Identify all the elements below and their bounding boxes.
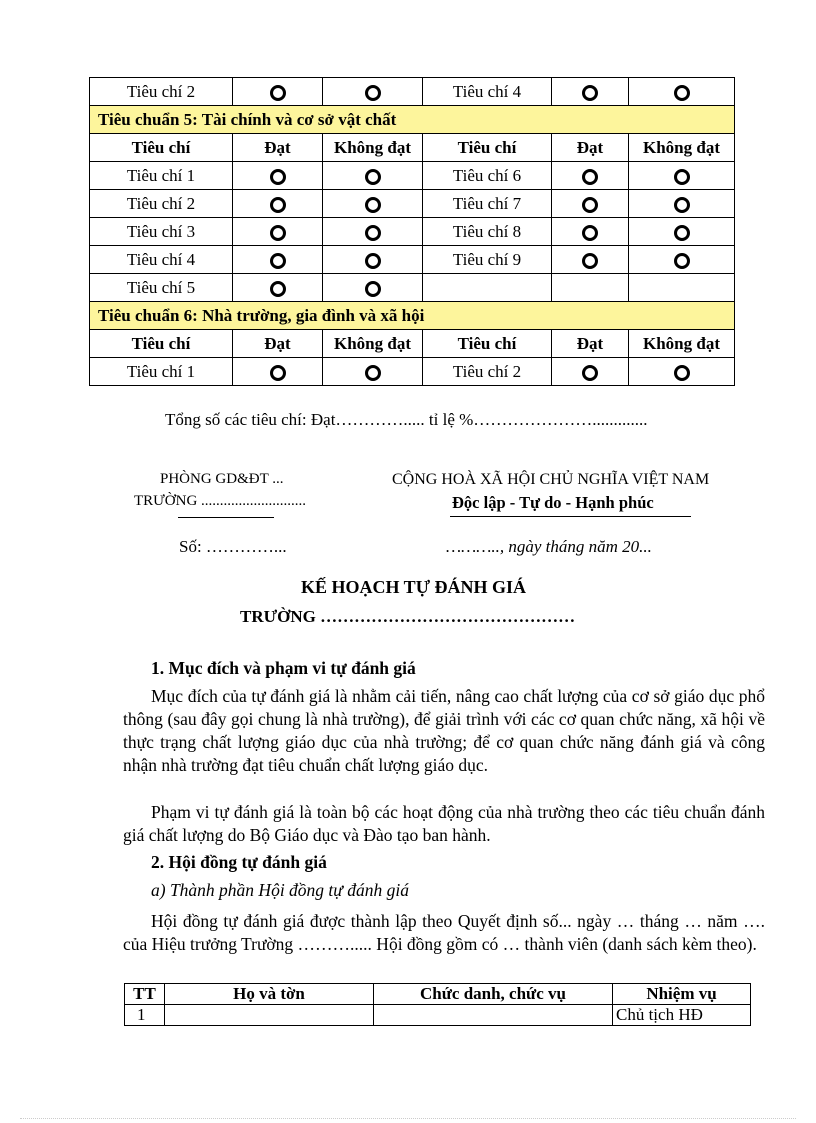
col-header: Tiêu chí: [423, 134, 552, 162]
standard-title: Tiêu chuẩn 6: Nhà trường, gia đình và xã hội: [90, 302, 735, 330]
member-position: [374, 1005, 613, 1026]
page-boundary: [20, 1118, 796, 1119]
divider: [178, 517, 274, 518]
radio-circle-icon[interactable]: [365, 253, 381, 269]
criterion-label: Tiêu chí 4: [423, 78, 552, 106]
col-header: Đạt: [552, 134, 629, 162]
col-header: Họ và tờn: [165, 984, 374, 1005]
radio-circle-icon[interactable]: [674, 253, 690, 269]
pass-radio[interactable]: [552, 218, 629, 246]
pass-radio[interactable]: [233, 190, 323, 218]
fail-radio[interactable]: [629, 218, 735, 246]
radio-circle-icon[interactable]: [365, 365, 381, 381]
col-header: Tiêu chí: [423, 330, 552, 358]
page-subtitle: TRƯỜNG ………………………………………: [240, 607, 576, 626]
table-row: [90, 218, 735, 246]
fail-radio[interactable]: [323, 358, 423, 386]
empty-cell: [423, 274, 552, 302]
pass-radio[interactable]: [233, 358, 323, 386]
header-row: [125, 984, 751, 1005]
table-row: [90, 358, 735, 386]
table-row: [90, 190, 735, 218]
radio-circle-icon[interactable]: [270, 225, 286, 241]
col-header: Nhiệm vụ: [613, 984, 751, 1005]
dept-name: PHÒNG GD&ĐT ...: [160, 471, 284, 487]
radio-circle-icon[interactable]: [582, 85, 598, 101]
pass-radio[interactable]: [552, 162, 629, 190]
radio-circle-icon[interactable]: [270, 169, 286, 185]
country-name: CỘNG HOÀ XÃ HỘI CHỦ NGHĨA VIỆT NAM: [392, 471, 710, 488]
fail-radio[interactable]: [629, 246, 735, 274]
section-heading: 2. Hội đồng tự đánh giá: [151, 852, 327, 872]
radio-circle-icon[interactable]: [582, 169, 598, 185]
standard-6-title-row: [90, 302, 735, 330]
radio-circle-icon[interactable]: [582, 253, 598, 269]
col-header: Không đạt: [323, 330, 423, 358]
criterion-label: Tiêu chí 2: [423, 358, 552, 386]
radio-circle-icon[interactable]: [674, 365, 690, 381]
paragraph: Phạm vi tự đánh giá là toàn bộ các hoạt động của nhà trường theo các tiêu chuẩn đánh giá chất lượng do Bộ Giáo dục và Đào tạo ban hành.: [123, 802, 765, 845]
school-name: TRƯỜNG ............................: [134, 493, 307, 509]
subsection-heading: a) Thành phần Hội đồng tự đánh giá: [151, 880, 409, 900]
fail-radio[interactable]: [323, 246, 423, 274]
radio-circle-icon[interactable]: [674, 225, 690, 241]
col-header: Đạt: [233, 134, 323, 162]
col-header: Không đạt: [629, 134, 735, 162]
table-row: [90, 274, 735, 302]
pass-radio[interactable]: [233, 246, 323, 274]
col-header: Đạt: [233, 330, 323, 358]
fail-radio[interactable]: [629, 162, 735, 190]
col-header: Chức danh, chức vụ: [374, 984, 613, 1005]
member-duty: Chủ tịch HĐ: [613, 1005, 751, 1026]
col-header: TT: [125, 984, 165, 1005]
header-row: [90, 134, 735, 162]
col-header: Không đạt: [629, 330, 735, 358]
fail-radio[interactable]: [323, 218, 423, 246]
pass-radio[interactable]: [552, 358, 629, 386]
criterion-label: Tiêu chí 9: [423, 246, 552, 274]
radio-circle-icon[interactable]: [270, 365, 286, 381]
page-title: KẾ HOẠCH TỰ ĐÁNH GIÁ: [301, 577, 527, 597]
pass-radio[interactable]: [233, 274, 323, 302]
row-number: 1: [125, 1005, 165, 1026]
divider: [450, 516, 691, 517]
motto: Độc lập - Tự do - Hạnh phúc: [452, 493, 654, 512]
criteria-table: [89, 77, 735, 386]
radio-circle-icon[interactable]: [270, 281, 286, 297]
radio-circle-icon[interactable]: [270, 85, 286, 101]
summary-line: Tổng số các tiêu chí: Đạt…………..... tỉ lệ %………………….............: [165, 410, 648, 429]
criterion-label: Tiêu chí 4: [90, 246, 233, 274]
criterion-label: Tiêu chí 6: [423, 162, 552, 190]
radio-circle-icon[interactable]: [365, 197, 381, 213]
document-date: ……….., ngày tháng năm 20...: [446, 537, 652, 556]
pass-radio[interactable]: [552, 190, 629, 218]
col-header: Không đạt: [323, 134, 423, 162]
empty-cell: [629, 274, 735, 302]
radio-circle-icon[interactable]: [365, 281, 381, 297]
criterion-label: Tiêu chí 3: [90, 218, 233, 246]
criterion-label: Tiêu chí 2: [90, 190, 233, 218]
radio-circle-icon[interactable]: [365, 169, 381, 185]
section-heading: 1. Mục đích và phạm vi tự đánh giá: [151, 658, 416, 678]
radio-circle-icon[interactable]: [582, 365, 598, 381]
table-row: [90, 246, 735, 274]
pass-radio[interactable]: [552, 78, 629, 106]
radio-circle-icon[interactable]: [270, 253, 286, 269]
fail-radio[interactable]: [323, 78, 423, 106]
radio-circle-icon[interactable]: [270, 197, 286, 213]
fail-radio[interactable]: [323, 274, 423, 302]
criterion-label: Tiêu chí 2: [90, 78, 233, 106]
radio-circle-icon[interactable]: [582, 225, 598, 241]
members-table: [124, 983, 751, 1026]
criterion-label: Tiêu chí 7: [423, 190, 552, 218]
col-header: Tiêu chí: [90, 330, 233, 358]
fail-radio[interactable]: [629, 190, 735, 218]
table-row: [125, 1005, 751, 1026]
pass-radio[interactable]: [233, 162, 323, 190]
empty-cell: [552, 274, 629, 302]
paragraph: Mục đích của tự đánh giá là nhằm cải tiến, nâng cao chất lượng của cơ sở giáo dục phổ thông (sau đây gọi chung là nhà trường), để giải trình với các cơ quan chức năng, xã hội về thực trạng chất lượng giáo dục của nhà trường; để cơ quan chức năng đánh giá và công nhận nhà trường đạt tiêu chuẩn chất lượng giáo dục.: [123, 686, 765, 775]
table-row: [90, 78, 735, 106]
radio-circle-icon[interactable]: [365, 225, 381, 241]
header-row: [90, 330, 735, 358]
radio-circle-icon[interactable]: [365, 85, 381, 101]
criterion-label: Tiêu chí 1: [90, 162, 233, 190]
criterion-label: Tiêu chí 8: [423, 218, 552, 246]
standard-5-title-row: [90, 106, 735, 134]
radio-circle-icon[interactable]: [674, 85, 690, 101]
col-header: Đạt: [552, 330, 629, 358]
radio-circle-icon[interactable]: [674, 169, 690, 185]
paragraph: Hội đồng tự đánh giá được thành lập theo Quyết định số... ngày … tháng … năm …. của Hiệu trưởng Trường ………..... Hội đồng gồm có … thành viên (danh sách kèm theo).: [123, 911, 765, 954]
document-number: Số: …………...: [179, 537, 287, 556]
fail-radio[interactable]: [629, 78, 735, 106]
pass-radio[interactable]: [233, 218, 323, 246]
fail-radio[interactable]: [323, 162, 423, 190]
member-name: [165, 1005, 374, 1026]
fail-radio[interactable]: [629, 358, 735, 386]
radio-circle-icon[interactable]: [582, 197, 598, 213]
criterion-label: Tiêu chí 5: [90, 274, 233, 302]
criterion-label: Tiêu chí 1: [90, 358, 233, 386]
fail-radio[interactable]: [323, 190, 423, 218]
table-row: [90, 162, 735, 190]
standard-title: Tiêu chuẩn 5: Tài chính và cơ sở vật chất: [90, 106, 735, 134]
radio-circle-icon[interactable]: [674, 197, 690, 213]
col-header: Tiêu chí: [90, 134, 233, 162]
pass-radio[interactable]: [233, 78, 323, 106]
pass-radio[interactable]: [552, 246, 629, 274]
